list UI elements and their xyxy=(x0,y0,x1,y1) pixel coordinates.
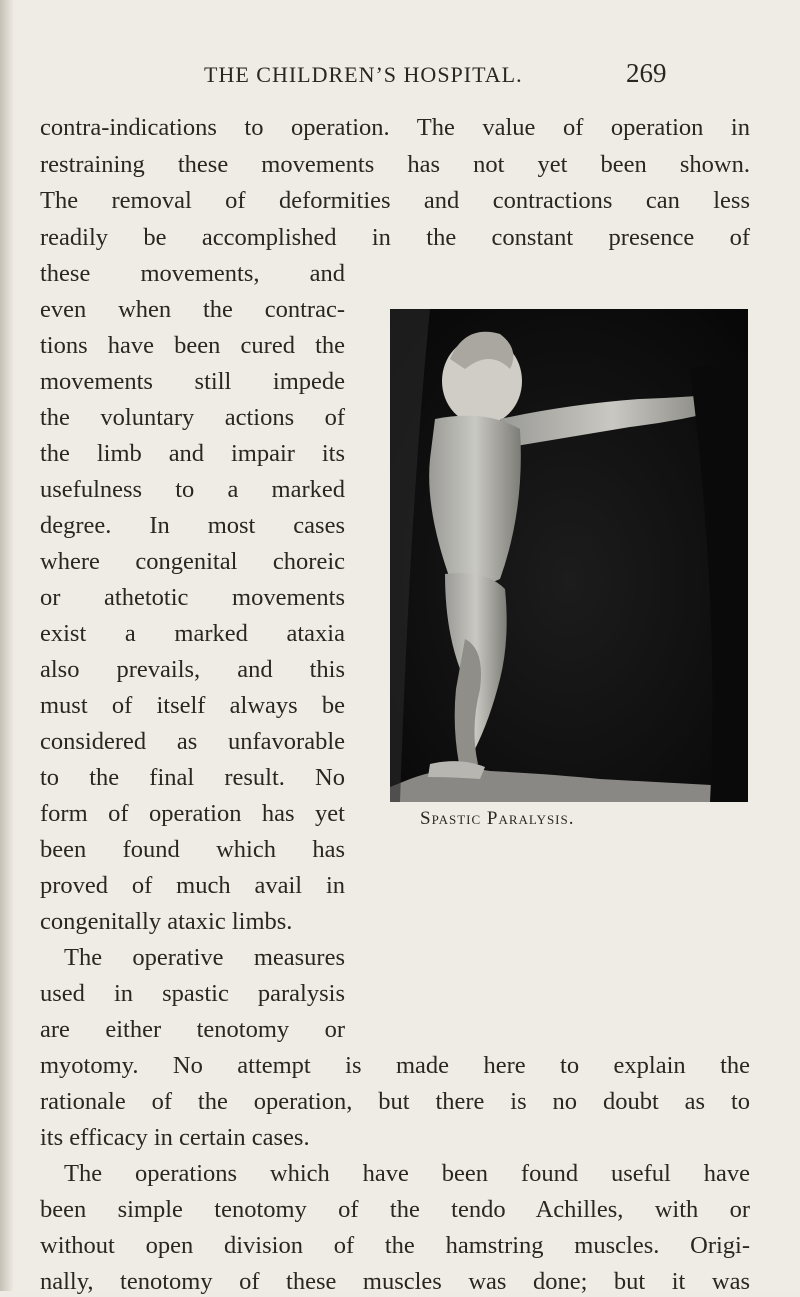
text-line: also prevails, and this xyxy=(40,656,345,683)
text-line: congenitally ataxic limbs. xyxy=(40,908,293,935)
text-line: nally, tenotomy of these muscles was done; but it was xyxy=(40,1268,750,1295)
text-line: without open division of the hamstring muscles. Origi- xyxy=(40,1232,750,1259)
text-line: the limb and impair its xyxy=(40,440,345,467)
child-photograph-illustration xyxy=(390,309,748,802)
text-line: myotomy. No attempt is made here to explain the xyxy=(40,1052,750,1079)
text-line: usefulness to a marked xyxy=(40,476,345,503)
text-line: exist a marked ataxia xyxy=(40,620,345,647)
text-line: form of operation has yet xyxy=(40,800,345,827)
page-spine-shadow xyxy=(0,0,14,1291)
text-line: The operations which have been found useful have xyxy=(64,1160,750,1187)
text-line: must of itself always be xyxy=(40,692,345,719)
text-line: The operative measures xyxy=(64,944,345,971)
text-line: where congenital choreic xyxy=(40,548,345,575)
text-line: The removal of deformities and contractions can less xyxy=(40,187,750,214)
text-line: tions have been cured the xyxy=(40,332,345,359)
text-line: these movements, and xyxy=(40,260,345,287)
text-line: movements still impede xyxy=(40,368,345,395)
page-number: 269 xyxy=(626,58,667,88)
page-header xyxy=(0,58,800,96)
text-line: used in spastic paralysis xyxy=(40,980,345,1007)
text-line: been simple tenotomy of the tendo Achilles, with or xyxy=(40,1196,750,1223)
text-line: restraining these movements has not yet been shown. xyxy=(40,151,750,178)
text-line: its efficacy in certain cases. xyxy=(40,1124,310,1151)
text-line: degree. In most cases xyxy=(40,512,345,539)
text-line: considered as unfavorable xyxy=(40,728,345,755)
text-line: been found which has xyxy=(40,836,345,863)
text-line: or athetotic movements xyxy=(40,584,345,611)
text-line: readily be accomplished in the constant presence of xyxy=(40,224,750,251)
text-line: the voluntary actions of xyxy=(40,404,345,431)
figure-photograph xyxy=(390,309,748,802)
text-line: proved of much avail in xyxy=(40,872,345,899)
text-line: rationale of the operation, but there is no doubt as to xyxy=(40,1088,750,1115)
running-head: THE CHILDREN’S HOSPITAL. xyxy=(204,62,523,87)
text-line: are either tenotomy or xyxy=(40,1016,345,1043)
text-line: contra-indications to operation. The value of operation in xyxy=(40,114,750,141)
text-line: even when the contrac- xyxy=(40,296,345,323)
text-line: to the final result. No xyxy=(40,764,345,791)
figure-caption: Spastic Paralysis. xyxy=(420,808,575,829)
